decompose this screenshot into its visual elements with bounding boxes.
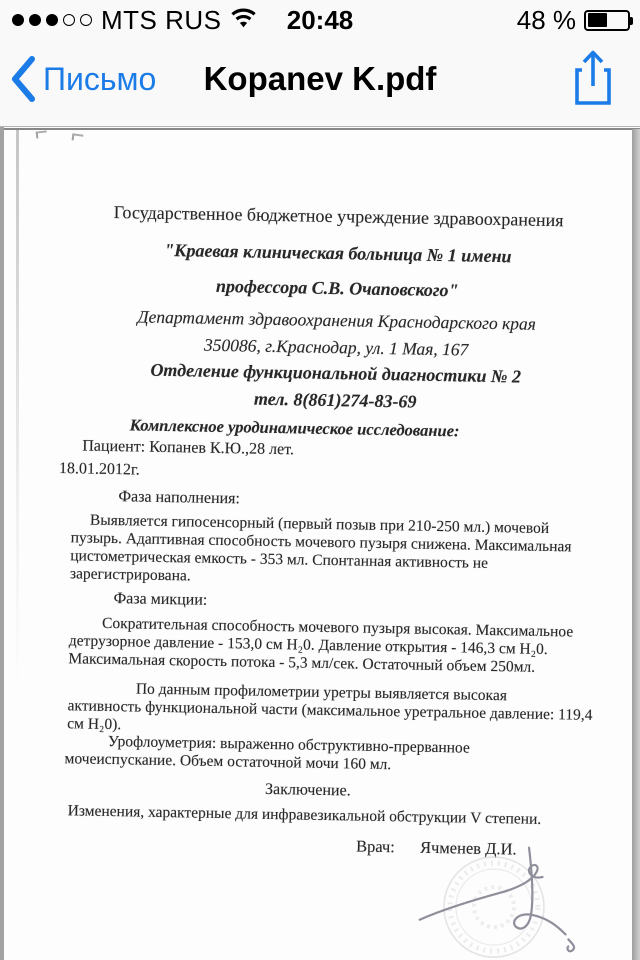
battery-fill bbox=[588, 13, 607, 27]
battery-icon bbox=[584, 10, 630, 31]
doc-org-type: Государственное бюджетное учреждение здравоохранения bbox=[113, 201, 564, 231]
carrier-label: MTS RUS bbox=[101, 4, 222, 35]
share-icon bbox=[570, 48, 616, 110]
nav-bar bbox=[0, 40, 640, 127]
doc-filling-phase-heading: Фаза наполнения: bbox=[118, 488, 241, 508]
doc-doctor-label: Врач: bbox=[355, 836, 396, 857]
doc-profilometry-text: По данным профилометрии уретры выявляется высокая активность функциональной части (максимальное уретральное давление: 119,4 см Н₂0). bbox=[67, 680, 593, 734]
doc-department: Департамент здравоохранения Краснодарского края bbox=[137, 306, 537, 334]
document-title: Kopanev K.pdf bbox=[203, 60, 437, 97]
doc-phone: тел. 8(861)274-83-69 bbox=[253, 388, 417, 412]
battery-nub bbox=[630, 17, 633, 25]
doc-patient-line: Пациент: Копанев К.Ю.,28 лет. bbox=[82, 437, 295, 459]
doc-filling-phase-text: Выявляется гипосенсорный (первый позыв при 210-250 мл.) мочевой пузырь. Адаптивная способность мочевого пузыря снижена. Максимальная цистометрическая емкость - 353 мл. Спонтанная активность не зарегистрирована. bbox=[69, 511, 572, 585]
doc-doctor-name: Ячменев Д.И. bbox=[419, 837, 517, 859]
doc-study-title: Комплексное уродинамическое исследование: bbox=[129, 415, 460, 441]
stamp-and-signature bbox=[405, 833, 608, 960]
status-time: 20:48 bbox=[286, 4, 354, 35]
doc-voiding-phase-heading: Фаза микции: bbox=[113, 590, 208, 609]
doc-unit: Отделение функциональной диагностики № 2 bbox=[150, 359, 522, 387]
doctor-signature bbox=[419, 846, 576, 951]
battery-percent-label: 48 % bbox=[516, 4, 576, 35]
doc-conclusion-text: Изменения, характерные для инфравезикальной обструкции V степени. bbox=[67, 802, 542, 828]
doc-date: 18.01.2012г. bbox=[58, 460, 140, 479]
doc-uroflowmetry-text: Урофлоуметрия: выраженно обструктивно-прерванное мочеиспускание. Объем остаточной мочи 160 мл. bbox=[64, 732, 470, 774]
pdf-page-view[interactable] bbox=[0, 127, 640, 960]
doc-conclusion-heading: Заключение. bbox=[264, 780, 351, 800]
scanned-document-content bbox=[0, 127, 640, 960]
chevron-left-icon bbox=[10, 54, 36, 104]
share-button[interactable] bbox=[570, 48, 616, 115]
doc-voiding-phase-text: Сократительная способность мочевого пузыря высокая. Максимальное детрузорное давление - 153,0 см Н₂0. Давление открытия - 146,3 см Н₂0. Максимальная скорость потока - 5,3 мл/сек. Остаточный объем 250мл. bbox=[68, 614, 574, 676]
top-chrome bbox=[0, 0, 640, 127]
back-button-label: Письмо bbox=[43, 60, 157, 97]
status-bar bbox=[0, 0, 640, 40]
scan-edge-right bbox=[632, 129, 640, 960]
doc-hospital-name-2: профессора С.В. Очаповского" bbox=[215, 275, 459, 301]
doc-hospital-name-1: "Краевая клиническая больница № 1 имени bbox=[164, 239, 512, 267]
doc-address: 350086, г.Краснодар, ул. 1 Мая, 167 bbox=[203, 334, 469, 360]
